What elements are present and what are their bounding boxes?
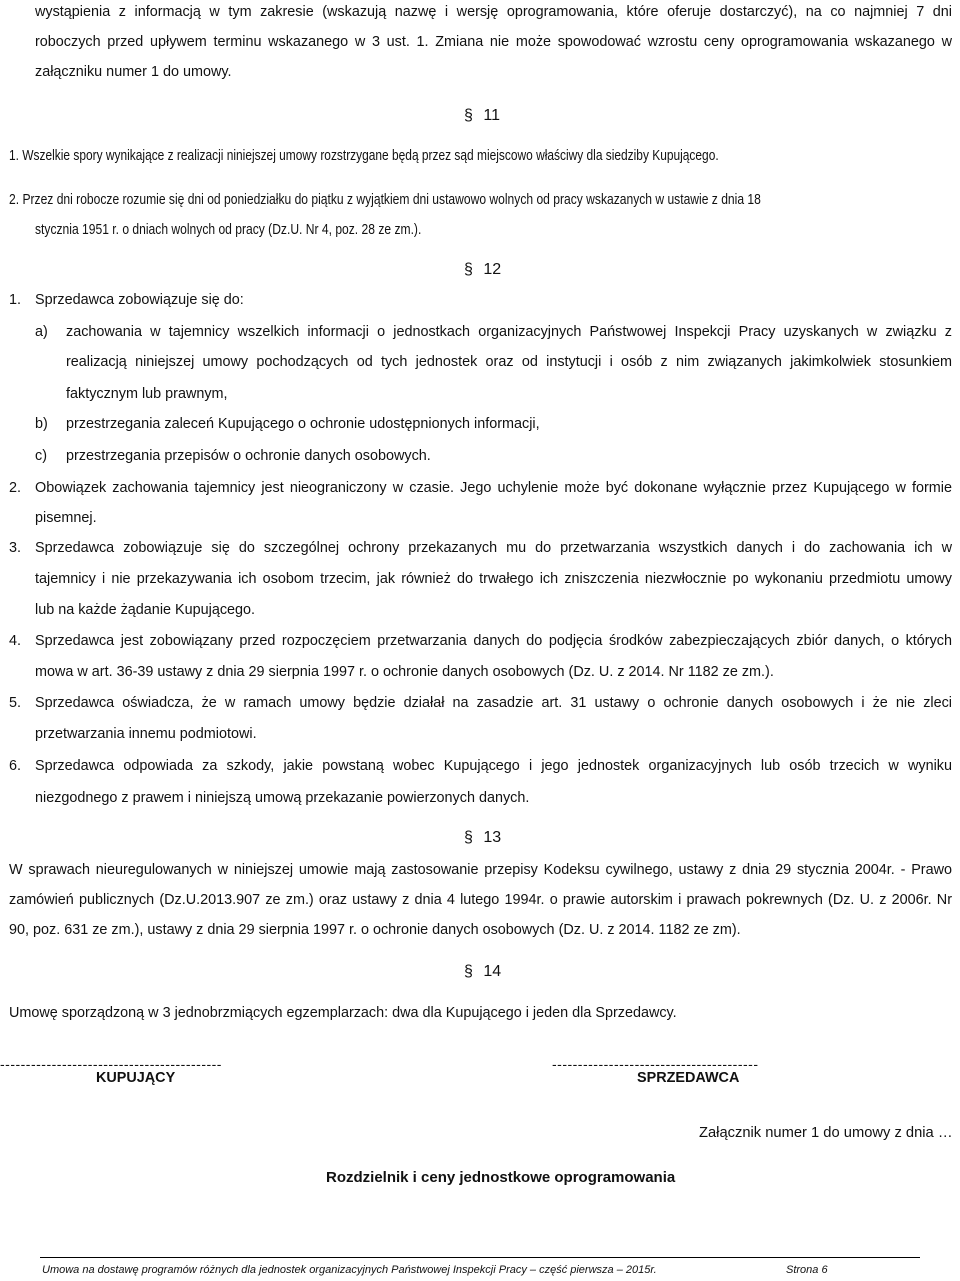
item-6-line-1: Sprzedawca odpowiada za szkody, jakie powstaną wobec Kupującego i jego jednostek organizacyjnych lub osób trzecich w wyniku bbox=[35, 758, 952, 774]
attachment-title: Rozdzielnik i ceny jednostkowe oprogramowania bbox=[326, 1169, 676, 1186]
seller-label: SPRZEDAWCA bbox=[637, 1070, 740, 1086]
item-2-number: 2. bbox=[9, 480, 22, 496]
section-number: 14 bbox=[483, 963, 502, 980]
item-a-line-2: realizacją niniejszej umowy pochodzących od tych jednostek oraz od instytucji i osób z nim związanych jakimkolwiek stosunkiem bbox=[66, 354, 952, 370]
buyer-label: KUPUJĄCY bbox=[96, 1070, 176, 1086]
section-sign: § bbox=[464, 829, 473, 846]
item-c-text: przestrzegania przepisów o ochronie danych osobowych. bbox=[66, 448, 431, 464]
intro-line-2: roboczych przed upływem terminu wskazanego w 3 ust. 1. Zmiana nie może spowodować wzrostu ceny oprogramowania wskazanego w bbox=[35, 34, 952, 50]
item-6-number: 6. bbox=[9, 758, 22, 774]
section-13-line-1: W sprawach nieuregulowanych w niniejszej umowie mają zastosowanie przepisy Kodeksu cywilnego, ustawy z dnia 29 stycznia 2004r. - Prawo bbox=[9, 862, 952, 878]
attachment-reference: Załącznik numer 1 do umowy z dnia … bbox=[699, 1124, 953, 1141]
item-1-text: Sprzedawca zobowiązuje się do: bbox=[35, 292, 244, 308]
section-13-heading bbox=[464, 826, 501, 850]
section-12-heading bbox=[464, 258, 501, 282]
item-4-number: 4. bbox=[9, 633, 22, 649]
section-number: 13 bbox=[483, 829, 502, 846]
item-5-line-1: Sprzedawca oświadcza, że w ramach umowy będzie działał na zasadzie art. 31 ustawy o ochronie danych osobowych i że nie zleci bbox=[35, 695, 952, 711]
item-2-line-1: Obowiązek zachowania tajemnicy jest nieograniczony w czasie. Jego uchylenie może być dokonane wyłącznie przez Kupującego w formie bbox=[35, 480, 952, 496]
section-number: 11 bbox=[483, 107, 500, 124]
item-3-line-1: Sprzedawca zobowiązuje się do szczególnej ochrony przekazanych mu do przetwarzania wszystkich danych i do zachowania ich w bbox=[35, 540, 952, 556]
footer-page-number: Strona 6 bbox=[786, 1264, 828, 1276]
section-11-point-2-line-2: stycznia 1951 r. o dniach wolnych od pracy (Dz.U. Nr 4, poz. 28 ze zm.). bbox=[35, 222, 422, 238]
item-3-number: 3. bbox=[9, 540, 22, 556]
item-5-number: 5. bbox=[9, 695, 22, 711]
section-14-heading bbox=[464, 960, 501, 984]
item-a-line-3: faktycznym lub prawnym, bbox=[66, 386, 228, 402]
section-14-text: Umowę sporządzoną w 3 jednobrzmiących egzemplarzach: dwa dla Kupującego i jeden dla Sprzedawcy. bbox=[9, 1005, 677, 1021]
footer-divider bbox=[40, 1257, 920, 1258]
item-4-line-2: mowa w art. 36-39 ustawy z dnia 29 sierpnia 1997 r. o ochronie danych osobowych (Dz. U. z 2014. Nr 1182 ze zm.). bbox=[35, 664, 774, 680]
section-13-line-3: 90, poz. 631 ze zm.), ustawy z dnia 29 sierpnia 1997 r. o ochronie danych osobowych (Dz. U. z 2014. 1182 ze zm). bbox=[9, 922, 741, 938]
section-number: 12 bbox=[483, 261, 502, 278]
item-c-label: c) bbox=[35, 448, 47, 464]
section-sign: § bbox=[464, 107, 473, 124]
item-3-line-3: lub na każde żądanie Kupującego. bbox=[35, 602, 256, 618]
item-b-label: b) bbox=[35, 416, 48, 432]
intro-line-3: załączniku numer 1 do umowy. bbox=[35, 64, 232, 80]
section-sign: § bbox=[464, 963, 473, 980]
item-3-line-2: tajemnicy i nie przekazywania ich osobom trzecim, jak również do trwałego ich zniszczenia niezwłocznie po wykonaniu przedmiotu umowy bbox=[35, 571, 952, 587]
section-11-point-1: 1. Wszelkie spory wynikające z realizacji niniejszej umowy rozstrzygane będą przez sąd miejscowo właściwy dla siedziby Kupującego. bbox=[9, 148, 719, 164]
item-1-number: 1. bbox=[9, 292, 22, 308]
item-a-label: a) bbox=[35, 324, 48, 340]
item-5-line-2: przetwarzania innemu podmiotowi. bbox=[35, 726, 257, 742]
item-6-line-2: niezgodnego z prawem i niniejszą umową przekazanie powierzonych danych. bbox=[35, 790, 530, 806]
section-13-line-2: zamówień publicznych (Dz.U.2013.907 ze zm.) oraz ustawy z dnia 4 lutego 1994r. o prawie autorskim i prawach pokrewnych (Dz. U. z 2006r. Nr bbox=[9, 892, 952, 908]
intro-line-1: wystąpienia z informacją w tym zakresie (wskazują nazwę i wersję oprogramowania, które oferuje dostarczyć), na co najmniej 7 dni bbox=[35, 4, 952, 20]
item-4-line-1: Sprzedawca jest zobowiązany przed rozpoczęciem przetwarzania danych do podjęcia środków zabezpieczających zbiór danych, o których bbox=[35, 633, 952, 649]
section-11-heading bbox=[464, 104, 500, 128]
section-sign: § bbox=[464, 261, 473, 278]
item-2-line-2: pisemnej. bbox=[35, 510, 97, 526]
section-11-point-2-line-1: 2. Przez dni robocze rozumie się dni od poniedziałku do piątku z wyjątkiem dni ustawowo wolnych od pracy wskazanych w ustawie z dnia 18 bbox=[9, 192, 761, 208]
buyer-signature-line: ------------------------------------------- bbox=[0, 1056, 222, 1072]
seller-signature-line: ---------------------------------------- bbox=[552, 1056, 759, 1072]
item-a-line-1: zachowania w tajemnicy wszelkich informacji o jednostkach organizacyjnych Państwowej Inspekcji Pracy uzyskanych w związku z bbox=[66, 324, 952, 340]
footer-document-title: Umowa na dostawę programów różnych dla jednostek organizacyjnych Państwowej Inspekcji Pracy – część pierwsza – 2015r. bbox=[42, 1264, 657, 1276]
item-b-text: przestrzegania zaleceń Kupującego o ochronie udostępnionych informacji, bbox=[66, 416, 540, 432]
